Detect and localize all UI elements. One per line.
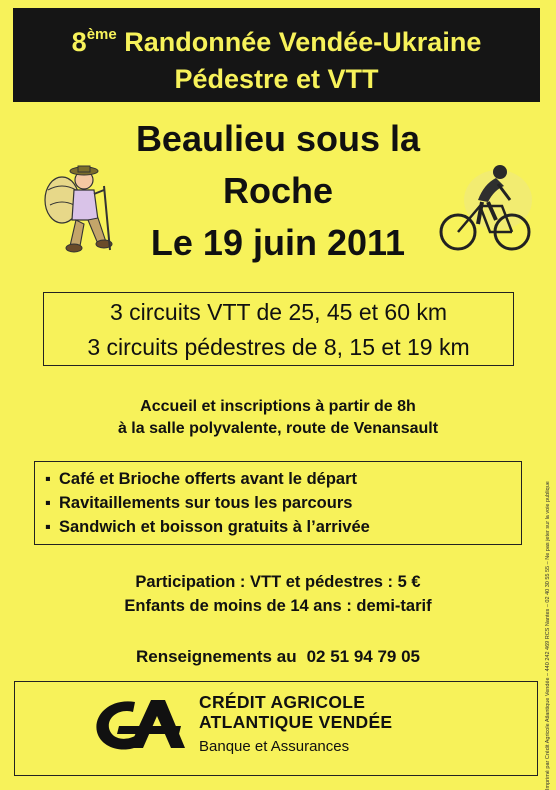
offer-item (45, 467, 521, 491)
printer-note: Imprimé par Crédit Agricole Atlantique Vendée – 440 242 469 RCS Nantes – 02 40 30 55 55 – Ne pas jeter sur la voie publique (545, 481, 551, 790)
participation-children: Enfants de moins de 14 ans : demi-tarif (124, 597, 432, 615)
event-title (90, 113, 466, 269)
sponsor-tagline: Banque et Assurances (199, 738, 350, 755)
accueil-info (40, 396, 516, 440)
header-line2: Pédestre et VTT (174, 64, 379, 94)
sponsor-name (199, 692, 392, 732)
accueil-line2: à la salle polyvalente, route de Venansault (117, 420, 439, 437)
title-location-line2: Roche (222, 170, 334, 211)
contact-phone: 02 51 94 79 05 (306, 647, 421, 666)
bullet-icon: ▪ (45, 494, 51, 512)
bullet-icon: ▪ (45, 518, 51, 536)
offer-text: Ravitaillements sur tous les parcours (59, 494, 353, 512)
credit-agricole-logo (89, 696, 187, 756)
offer-text: Café et Brioche offerts avant le départ (59, 470, 357, 488)
sponsor-name-line1: CRÉDIT AGRICOLE (199, 692, 366, 712)
header-title: Randonnée Vendée-Ukraine (124, 27, 482, 57)
participation-price: Participation : VTT et pédestres : 5 € (135, 573, 421, 591)
header-line1 (13, 16, 540, 61)
accueil-line1: Accueil et inscriptions à partir de 8h (140, 398, 416, 415)
contact-label: Renseignements au (135, 647, 297, 666)
circuits-vtt: 3 circuits VTT de 25, 45 et 60 km (109, 299, 448, 325)
offer-text: Sandwich et boisson gratuits à l’arrivée (59, 518, 370, 536)
edition-number: 8 (71, 27, 87, 57)
hiker-illustration (38, 160, 116, 255)
contact-info (40, 645, 516, 669)
offer-item (45, 515, 521, 539)
title-location-line1: Beaulieu sous la (135, 118, 421, 159)
sponsor-name-line2: ATLANTIQUE VENDÉE (199, 712, 393, 732)
title-date: Le 19 juin 2011 (150, 222, 406, 263)
offer-item (45, 491, 521, 515)
bullet-icon: ▪ (45, 470, 51, 488)
circuits-box (43, 292, 514, 366)
participation-info (40, 570, 516, 618)
circuits-pedestres: 3 circuits pédestres de 8, 15 et 19 km (87, 334, 470, 360)
offers-box (34, 461, 522, 545)
header-banner (13, 8, 540, 102)
edition-suffix: ème (86, 26, 117, 43)
cyclist-illustration (438, 160, 534, 260)
sponsor-box (14, 681, 538, 776)
